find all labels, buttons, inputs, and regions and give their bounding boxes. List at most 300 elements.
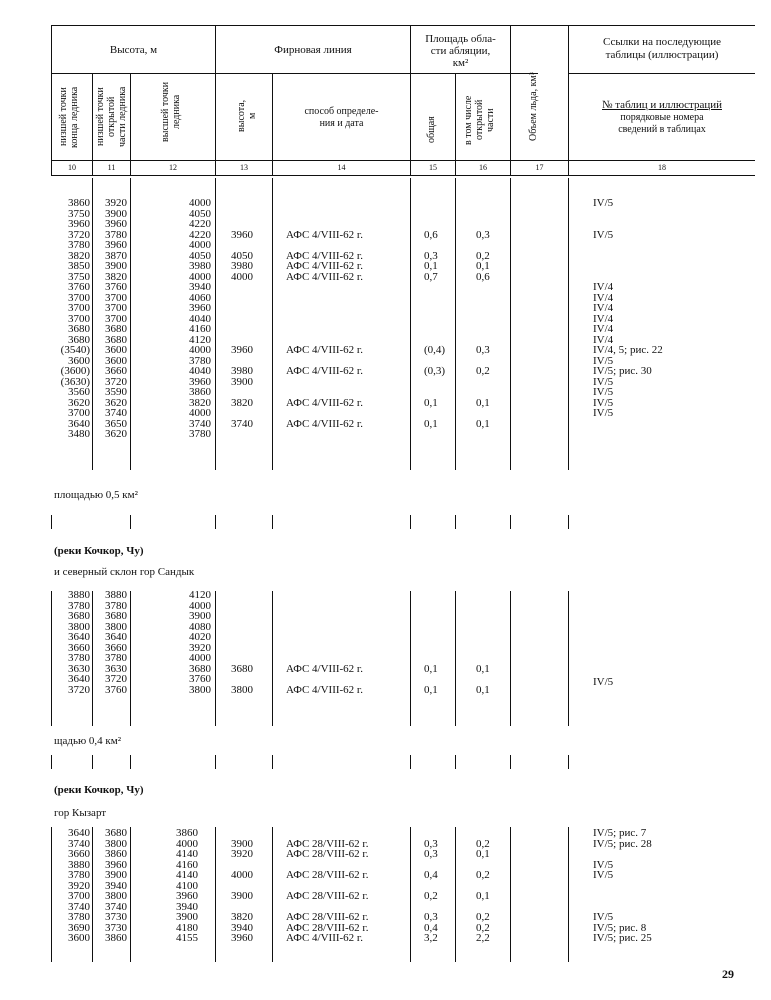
table-cell: IV/4 [593, 281, 614, 293]
table-cell: 4220 [189, 228, 211, 241]
table-cell: 3960 [105, 239, 127, 251]
table-cell: IV/5; рис. 30 [593, 365, 652, 377]
table-cell: 3780 [105, 228, 127, 241]
table-cell: 3740 [231, 417, 253, 430]
table-cell: 4040 [189, 312, 211, 325]
table-cell: 2,2 [476, 932, 490, 944]
table-cell: 3960 [105, 858, 127, 871]
table-cell [424, 387, 454, 398]
table-cell [476, 282, 506, 293]
table-cell: 3980 [231, 365, 253, 377]
table-cell [231, 828, 271, 839]
table-cell: 3900 [176, 911, 198, 923]
table-cell [231, 632, 271, 643]
table-cell: 0,2 [476, 911, 490, 923]
table-cell [476, 293, 506, 304]
header-col10: низшей точки конца ледника [58, 86, 80, 148]
block0-vline-12-13 [215, 178, 216, 470]
block0-vline-17-18 [568, 178, 569, 470]
table-cell [424, 601, 454, 612]
table-cell: 4220 [189, 218, 211, 230]
table-cell: 3620 [105, 428, 127, 440]
header-col13: высота, м [236, 99, 258, 133]
table-cell: АФС 4/VIII-62 г. [286, 662, 363, 675]
table-cell: 3700 [68, 890, 90, 902]
table-cell [424, 622, 454, 633]
block0-col10 [54, 198, 90, 440]
col-number-11: 11 [107, 163, 116, 172]
table-cell: 0,1 [476, 396, 490, 409]
table-cell: 3960 [68, 218, 90, 230]
table-cell: 4140 [176, 869, 198, 881]
table-cell: 0,1 [476, 890, 490, 902]
table-cell: 3720 [105, 673, 127, 685]
table-cell [286, 674, 408, 685]
block2-col16 [476, 828, 506, 944]
table-cell [593, 251, 753, 262]
block2-vline-15-16 [455, 827, 456, 962]
table-cell [286, 240, 408, 251]
table-cell: 3860 [176, 827, 198, 839]
table-cell: 3800 [105, 837, 127, 850]
table-cell: АФС 28/VIII-62 г. [286, 837, 369, 850]
table-cell [286, 643, 408, 654]
table-cell [593, 902, 753, 913]
section-rivers-2: (реки Кочкор, Чу) [54, 784, 144, 796]
table-cell: 3800 [189, 683, 211, 696]
col-number-14: 14 [337, 163, 346, 172]
table-cell: 3780 [105, 652, 127, 664]
tick [51, 755, 52, 769]
col-number-16: 16 [479, 163, 487, 172]
table-cell: 3880 [68, 589, 90, 601]
table-cell: IV/5 [593, 858, 614, 871]
table-cell: 3660 [105, 365, 127, 377]
table-cell: 3630 [105, 662, 127, 675]
block1-col12 [189, 590, 215, 695]
table-cell: 3940 [176, 900, 198, 913]
table-cell: 3900 [231, 375, 253, 388]
block0-col13 [231, 198, 271, 440]
table-cell: 3850 [68, 260, 90, 272]
table-cell: 3630 [68, 662, 90, 675]
table-cell [424, 429, 454, 440]
table-cell: 3760 [189, 673, 211, 685]
tick [510, 755, 511, 769]
table-cell [476, 408, 506, 419]
table-cell: 3780 [68, 652, 90, 664]
table-cell [476, 387, 506, 398]
table-cell: 3640 [68, 827, 90, 839]
table-cell: 3600 [105, 344, 127, 356]
col-number-18: 18 [658, 163, 666, 172]
table-cell: 3740 [68, 837, 90, 850]
tick [568, 515, 569, 529]
table-cell: 3720 [105, 375, 127, 388]
block2-col12 [176, 828, 206, 944]
table-cell: АФС 28/VIII-62 г. [286, 911, 369, 923]
table-cell [476, 198, 506, 209]
col-number-10: 10 [68, 163, 76, 172]
table-cell [231, 674, 271, 685]
table-cell [424, 293, 454, 304]
table-cell: IV/5 [593, 396, 614, 409]
block1-vline-15-16 [455, 591, 456, 726]
col-number-13: 13 [240, 163, 248, 172]
table-cell: IV/5 [593, 375, 614, 388]
table-cell: 0,1 [476, 260, 490, 272]
table-cell: 3960 [189, 302, 211, 314]
table-cell: 3800 [231, 683, 253, 696]
table-cell: 0,7 [424, 270, 438, 283]
table-cell: IV/5 [593, 386, 614, 398]
table-cell: 3920 [105, 197, 127, 209]
table-cell [286, 198, 408, 209]
table-cell: 4000 [176, 837, 198, 850]
table-cell [476, 622, 506, 633]
table-cell [476, 209, 506, 220]
table-cell: 3880 [68, 858, 90, 871]
table-cell: 4050 [189, 207, 211, 220]
table-cell [286, 590, 408, 601]
table-cell: АФС 4/VIII-62 г. [286, 365, 363, 377]
section-rivers-1: (реки Кочкор, Чу) [54, 545, 144, 557]
table-cell [231, 408, 271, 419]
section-area-2: щадью 0,4 км² [54, 735, 122, 747]
block1-col11 [94, 590, 127, 695]
table-cell: IV/5; рис. 7 [593, 827, 647, 839]
block0-col12 [189, 198, 215, 440]
table-cell: 3980 [189, 260, 211, 272]
header-col12: высшей точки ледника [160, 81, 182, 143]
block1-col16 [476, 590, 506, 695]
table-cell: 0,3 [424, 848, 438, 860]
tick [215, 755, 216, 769]
block1-col18 [593, 677, 753, 688]
table-cell: 3680 [68, 323, 90, 335]
block0-vline-11-12 [130, 178, 131, 470]
block1-vline-11-12 [130, 591, 131, 726]
tick [272, 515, 273, 529]
header-col14: способ определе- ния и дата [304, 106, 379, 129]
tick [455, 515, 456, 529]
table-cell: 0,1 [476, 848, 490, 860]
table-cell: 3820 [231, 396, 253, 409]
table-cell: 4080 [189, 620, 211, 633]
table-cell: 3750 [68, 207, 90, 220]
table-cell [424, 377, 454, 388]
table-cell: 3660 [105, 641, 127, 654]
table-cell [286, 622, 408, 633]
table-cell: 0,6 [424, 228, 438, 241]
table-cell [286, 324, 408, 335]
table-cell: АФС 28/VIII-62 г. [286, 848, 369, 860]
block1-col10 [54, 590, 90, 695]
table-cell: 3900 [231, 837, 253, 850]
table-cell: 4140 [176, 848, 198, 860]
table-cell: 3720 [68, 228, 90, 241]
table-cell: 4020 [189, 631, 211, 643]
table-cell: 3760 [68, 281, 90, 293]
block0-col11 [94, 198, 127, 440]
table-cell: 3900 [105, 260, 127, 272]
block2-col13 [231, 828, 271, 944]
table-cell [593, 881, 753, 892]
tick [455, 755, 456, 769]
section-area-1: площадью 0,5 км² [54, 489, 138, 501]
header-mid-rule [51, 73, 538, 74]
header-height-group: Высота, м [109, 44, 158, 56]
table-cell: 0,3 [424, 837, 438, 850]
block0-col16 [476, 198, 506, 440]
table-cell: 3860 [105, 932, 127, 944]
col-number-17: 17 [535, 163, 544, 172]
table-cell [231, 293, 271, 304]
table-cell: 0,1 [476, 683, 490, 696]
table-cell [476, 324, 506, 335]
header-col15: общая [426, 116, 437, 144]
table-cell: 0,3 [424, 249, 438, 262]
table-cell [424, 828, 454, 839]
table-cell [286, 429, 408, 440]
table-cell: IV/5 [593, 354, 614, 367]
header-col18-title: № таблиц и иллюстраций [602, 99, 722, 111]
table-cell: 3800 [105, 890, 127, 902]
table-cell [286, 828, 408, 839]
table-cell [476, 377, 506, 388]
table-cell: 3600 [68, 932, 90, 944]
table-cell [231, 622, 271, 633]
table-cell: 3680 [68, 610, 90, 622]
table-cell: 3860 [189, 386, 211, 398]
table-cell [286, 209, 408, 220]
table-cell: 3780 [68, 239, 90, 251]
table-cell: 3940 [189, 281, 211, 293]
table-cell: 4120 [189, 333, 211, 346]
table-cell [593, 261, 753, 272]
table-cell: 0,6 [476, 270, 490, 283]
table-cell [476, 429, 506, 440]
header-col11: низшей точки открытой части ледника [95, 86, 128, 148]
block2-col14 [286, 828, 408, 944]
block1-vline-left [51, 591, 52, 726]
table-cell: IV/4 [593, 302, 614, 314]
table-cell: 3590 [105, 386, 127, 398]
block1-vline-17-18 [568, 591, 569, 726]
table-cell: 3900 [231, 890, 253, 902]
table-cell: 4000 [231, 270, 253, 283]
table-cell [476, 303, 506, 314]
table-cell [231, 282, 271, 293]
table-cell: 3960 [231, 228, 253, 241]
table-cell: 3680 [68, 333, 90, 346]
table-cell [424, 219, 454, 230]
col-number-12: 12 [169, 163, 177, 172]
table-cell: 3800 [105, 620, 127, 633]
tick [92, 755, 93, 769]
table-cell: 0,3 [476, 228, 490, 241]
table-cell: 3640 [105, 631, 127, 643]
table-cell: 3650 [105, 417, 127, 430]
table-cell: 3700 [68, 291, 90, 304]
page-number: 29 [722, 967, 734, 981]
table-cell: 3740 [68, 900, 90, 913]
block0-vline-16-17 [510, 178, 511, 470]
table-cell: 3730 [105, 921, 127, 934]
table-cell: 3780 [105, 599, 127, 612]
block0-vline-15-16 [455, 178, 456, 470]
table-cell: IV/5 [593, 407, 614, 419]
block0-vline-10-11 [92, 178, 93, 470]
block1-vline-10-11 [92, 591, 93, 726]
table-cell: 3760 [105, 281, 127, 293]
table-cell: 3680 [231, 662, 253, 675]
header-number-rule-top [51, 160, 755, 161]
block1-col13 [231, 590, 271, 695]
table-cell [231, 240, 271, 251]
table-cell: 3780 [189, 354, 211, 367]
table-cell: 3660 [68, 641, 90, 654]
table-cell [424, 282, 454, 293]
table-cell: 3780 [68, 911, 90, 923]
table-cell: 4000 [189, 197, 211, 209]
table-cell [593, 429, 753, 440]
table-cell [286, 408, 408, 419]
table-cell: 0,2 [476, 837, 490, 850]
table-cell: 3960 [176, 890, 198, 902]
table-cell: 4050 [189, 249, 211, 262]
table-cell: 3960 [231, 344, 253, 356]
table-cell: 0,1 [424, 260, 438, 272]
col-number-15: 15 [429, 163, 437, 172]
table-cell [476, 828, 506, 839]
table-cell [424, 209, 454, 220]
table-cell [424, 653, 454, 664]
table-cell: IV/4 [593, 312, 614, 325]
header-refs-group: Ссылки на последующие таблицы (иллюстрации) [602, 36, 722, 61]
table-cell: IV/5 [593, 676, 614, 688]
table-cell: 3920 [189, 641, 211, 654]
table-cell: 4100 [176, 879, 198, 892]
table-cell: 3680 [105, 333, 127, 346]
table-cell: 3780 [189, 428, 211, 440]
table-cell: 0,2 [476, 869, 490, 881]
table-cell: IV/5; рис. 28 [593, 837, 652, 850]
block2-vline-16-17 [510, 827, 511, 962]
table-cell: 3480 [68, 428, 90, 440]
table-cell [286, 219, 408, 230]
vline-11-12 [130, 73, 131, 175]
table-cell: АФС 4/VIII-62 г. [286, 683, 363, 696]
vline-10-11 [92, 73, 93, 175]
table-cell: 3640 [68, 631, 90, 643]
vline-15-16 [455, 73, 456, 175]
table-cell: 4050 [231, 249, 253, 262]
table-cell: 0,1 [424, 417, 438, 430]
table-cell: 0,1 [476, 662, 490, 675]
block2-vline-10-11 [92, 827, 93, 962]
block2-col11 [94, 828, 127, 944]
section-slope-2: гор Кызарт [54, 807, 107, 819]
section-slope-1: и северный склон гор Сандык [54, 566, 195, 578]
table-cell: 4000 [189, 652, 211, 664]
table-cell: 0,2 [476, 921, 490, 934]
table-cell [286, 282, 408, 293]
table-cell: 4160 [189, 323, 211, 335]
tick [51, 515, 52, 529]
table-cell: 3600 [105, 354, 127, 367]
table-cell: 3880 [105, 589, 127, 601]
tick [410, 515, 411, 529]
table-cell: 3720 [68, 683, 90, 696]
table-cell: 3820 [68, 249, 90, 262]
block0-vline-14-15 [410, 178, 411, 470]
table-cell: 0,2 [476, 249, 490, 262]
table-cell: 0,1 [424, 683, 438, 696]
table-cell: IV/5 [593, 228, 614, 241]
block0-col14 [286, 198, 408, 440]
table-cell: 3960 [231, 932, 253, 944]
table-cell: 3960 [105, 218, 127, 230]
table-cell: АФС 28/VIII-62 г. [286, 890, 369, 902]
table-cell: IV/4 [593, 323, 614, 335]
table-cell: IV/5 [593, 197, 614, 209]
table-cell [476, 314, 506, 325]
table-cell: АФС 4/VIII-62 г. [286, 344, 363, 356]
table-cell [476, 590, 506, 601]
table-cell [424, 611, 454, 622]
table-cell: 3680 [105, 610, 127, 622]
tick [215, 515, 216, 529]
table-cell: 0,1 [476, 417, 490, 430]
table-cell: 4160 [176, 858, 198, 871]
table-cell: 0,1 [424, 662, 438, 675]
table-cell: АФС 4/VIII-62 г. [286, 228, 363, 241]
table-cell: 3900 [105, 869, 127, 881]
table-cell: (3630) [60, 375, 90, 388]
table-cell: АФС 4/VIII-62 г. [286, 260, 363, 272]
header-number-rule-bottom [51, 175, 755, 176]
table-cell [231, 324, 271, 335]
table-cell: 3,2 [424, 932, 438, 944]
table-cell [231, 653, 271, 664]
table-cell: 3860 [68, 197, 90, 209]
block2-vline-left [51, 827, 52, 962]
table-cell: 3920 [231, 848, 253, 860]
table-cell: 3960 [189, 375, 211, 388]
table-cell: 3740 [105, 900, 127, 913]
table-cell [286, 293, 408, 304]
table-cell [424, 632, 454, 643]
table-cell: 3900 [189, 610, 211, 622]
table-cell [593, 849, 753, 860]
table-cell [424, 314, 454, 325]
table-cell: 3740 [105, 407, 127, 419]
table-cell: АФС 4/VIII-62 г. [286, 396, 363, 409]
table-cell: (3540) [60, 344, 90, 356]
table-cell: 3750 [68, 270, 90, 283]
table-cell [286, 377, 408, 388]
table-cell [593, 891, 753, 902]
table-cell [593, 419, 753, 430]
table-cell [476, 674, 506, 685]
table-cell: IV/5; рис. 25 [593, 932, 652, 944]
table-cell: 3700 [68, 302, 90, 314]
table-cell: 0,2 [424, 890, 438, 902]
table-cell [286, 653, 408, 664]
header-mid-rule-refs [568, 73, 755, 74]
table-cell [231, 303, 271, 314]
